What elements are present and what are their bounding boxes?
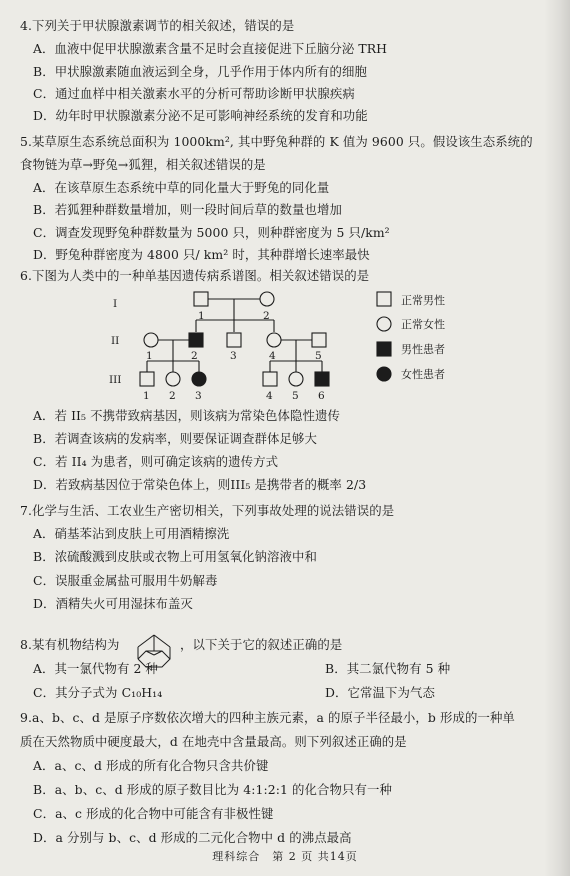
q5-stem-line2: 食物链为草→野兔→狐狸，相关叙述错误的是 xyxy=(20,157,266,172)
legend-normal-male-symbol xyxy=(377,292,391,306)
legend-affected-male-symbol xyxy=(377,342,391,356)
pedigree-iii3-affected-female xyxy=(192,372,206,386)
pedigree-number: 2 xyxy=(191,350,198,362)
q8-stem-prefix: 8.某有机物结构为 xyxy=(20,637,120,652)
q5-stem-line1: 5.某草原生态系统总面积为 1000km², 其中野兔种群的 K 值为 9600 只。假设该生态系统的 xyxy=(20,134,533,149)
legend-affected-male-label: 男性患者 xyxy=(401,343,445,356)
pedigree-ii4-normal-female xyxy=(267,333,281,347)
pedigree-number: 2 xyxy=(169,390,176,401)
pedigree-ii2-affected-male xyxy=(189,333,203,347)
q4-option-c: C．通过血样中相关激素水平的分析可帮助诊断甲状腺疾病 xyxy=(33,86,355,101)
q8-stem-suffix: ，以下关于它的叙述正确的是 xyxy=(180,637,343,652)
generation-label-ii: II xyxy=(111,335,120,347)
pedigree-number: 1 xyxy=(146,350,153,362)
q5-option-b: B．若狐狸种群数量增加，则一段时间后草的数量也增加 xyxy=(33,202,342,217)
pedigree-number: 3 xyxy=(195,390,202,401)
structure-line xyxy=(154,651,162,655)
q5-option-c: C．调查发现野兔种群数量为 5000 只，则种群密度为 5 只/km² xyxy=(33,225,390,240)
structure-line xyxy=(154,635,170,647)
pedigree-number: 6 xyxy=(318,390,325,401)
q8-option-a: A．其一氯代物有 2 种 xyxy=(33,661,159,676)
pedigree-number: 5 xyxy=(315,350,322,362)
q4-option-b: B．甲状腺激素随血液运到全身，几乎作用于体内所有的细胞 xyxy=(33,64,367,79)
q6-option-a: A．若 II₅ 不携带致病基因，则该病为常染色体隐性遗传 xyxy=(33,408,340,423)
pedigree-iii4-normal-male xyxy=(263,372,277,386)
pedigree-i2-normal-female xyxy=(260,292,274,306)
generation-label-i: I xyxy=(113,298,118,310)
q7-option-a: A．硝基苯沾到皮肤上可用酒精擦洗 xyxy=(33,526,230,541)
q6-stem: 6.下图为人类中的一种单基因遗传病系谱图。相关叙述错误的是 xyxy=(20,268,370,283)
q9-option-d: D．a 分别与 b、c、d 形成的二元化合物中 d 的沸点最高 xyxy=(33,830,352,845)
page-edge-shadow xyxy=(544,0,570,876)
pedigree-ii5-normal-male xyxy=(312,333,326,347)
pedigree-chart xyxy=(105,283,475,401)
q7-stem: 7.化学与生活、工农业生产密切相关，下列事故处理的说法错误的是 xyxy=(20,503,395,518)
q6-option-b: B．若调查该病的发病率，则要保证调查群体足够大 xyxy=(33,431,317,446)
pedigree-number: 3 xyxy=(230,350,237,362)
q4-option-a: A．血液中促甲状腺激素含量不足时会直接促进下丘脑分泌 TRH xyxy=(33,41,388,56)
pedigree-ii1-normal-female xyxy=(144,333,158,347)
pedigree-i1-normal-male xyxy=(194,292,208,306)
q7-option-c: C．误服重金属盐可服用牛奶解毒 xyxy=(33,573,218,588)
pedigree-iii6-affected-male xyxy=(315,372,329,386)
pedigree-number: 1 xyxy=(143,390,150,401)
q8-option-c: C．其分子式为 C₁₀H₁₄ xyxy=(33,685,163,700)
q8-option-d: D．它常温下为气态 xyxy=(325,685,435,700)
q7-option-b: B．浓硫酸溅到皮肤或衣物上可用氢氧化钠溶液中和 xyxy=(33,549,317,564)
q4-stem: 4.下列关于甲状腺激素调节的相关叙述，错误的是 xyxy=(20,18,295,33)
page-footer: 理科综合 第 2 页 共14页 xyxy=(212,850,358,863)
pedigree-number: 4 xyxy=(266,390,273,401)
q8-option-b: B．其二氯代物有 5 种 xyxy=(325,661,451,676)
legend-normal-female-label: 正常女性 xyxy=(401,318,445,331)
q9-option-a: A．a、c、d 形成的所有化合物只含共价键 xyxy=(33,758,269,773)
generation-label-iii: III xyxy=(109,374,122,386)
structure-line xyxy=(138,635,154,647)
structure-line xyxy=(146,651,154,655)
q5-option-a: A．在该草原生态系统中草的同化量大于野兔的同化量 xyxy=(33,180,330,195)
pedigree-number: 5 xyxy=(292,390,299,401)
q9-option-c: C．a、c 形成的化合物中可能含有非极性键 xyxy=(33,806,274,821)
q6-option-c: C．若 II₄ 为患者，则可确定该病的遗传方式 xyxy=(33,454,279,469)
q4-option-d: D．幼年时甲状腺激素分泌不足可影响神经系统的发育和功能 xyxy=(33,108,368,123)
pedigree-number: 4 xyxy=(269,350,276,362)
q6-option-d: D．若致病基因位于常染色体上，则III₅ 是携带者的概率 2/3 xyxy=(33,477,367,492)
pedigree-number: 2 xyxy=(263,310,270,322)
pedigree-ii3-normal-male xyxy=(227,333,241,347)
pedigree-iii1-normal-male xyxy=(140,372,154,386)
legend-normal-female-symbol xyxy=(377,317,391,331)
pedigree-number: 1 xyxy=(198,310,205,322)
q9-option-b: B．a、b、c、d 形成的原子数目比为 4:1:2:1 的化合物只有一种 xyxy=(33,782,392,797)
pedigree-iii2-normal-female xyxy=(166,372,180,386)
legend-affected-female-label: 女性患者 xyxy=(401,368,445,381)
legend-normal-male-label: 正常男性 xyxy=(401,294,445,307)
q5-option-d: D．野兔种群密度为 4800 只/ km² 时，其种群增长速率最快 xyxy=(33,247,370,262)
legend-affected-female-symbol xyxy=(377,367,391,381)
q9-stem-line1: 9.a、b、c、d 是原子序数依次增大的四种主族元素，a 的原子半径最小，b 形成的一种单 xyxy=(20,710,515,725)
pedigree-iii5-normal-female xyxy=(289,372,303,386)
q7-option-d: D．酒精失火可用湿抹布盖灭 xyxy=(33,596,193,611)
q9-stem-line2: 质在天然物质中硬度最大，d 在地壳中含量最高。则下列叙述正确的是 xyxy=(20,734,407,749)
